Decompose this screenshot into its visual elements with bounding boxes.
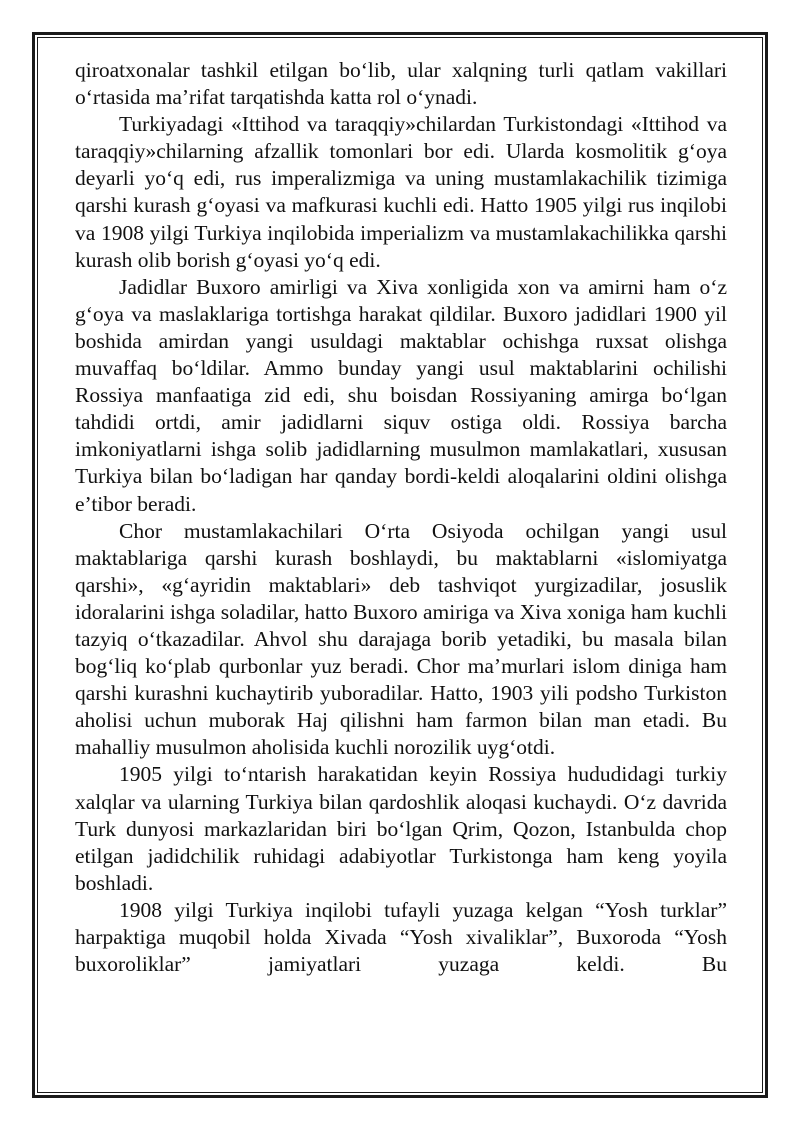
paragraph-1905: 1905 yilgi to‘ntarish harakatidan keyin Rossiya hududidagi turkiy xalqlar va ularning Turkiya bilan qardoshlik aloqasi kuchaydi. O‘z davrida Turk dunyosi markazlaridan biri bo‘lgan Qrim, Qozon, Istanbulda chop etilgan jadidchilik ruhidagi adabiyotlar Turkistonga ham keng yoyila boshladi.	[75, 762, 727, 895]
document-body	[75, 57, 727, 978]
paragraph-continuation: qiroatxonalar tashkil etilgan bo‘lib, ular xalqning turli qatlam vakillari o‘rtasida ma’rifat tarqatishda katta rol o‘ynadi.	[75, 58, 727, 110]
paragraph-jadidlar: Jadidlar Buxoro amirligi va Xiva xonligida xon va amirni ham o‘z g‘oya va maslaklariga tortishga harakat qildilar. Buxoro jadidlari 1900 yil boshida amirdan yangi usuldagi maktablar ochishga ruxsat olishga muvaffaq bo‘ldilar. Ammo bunday yangi usul maktablarini ochilishi Rossiya manfaatiga zid edi, shu boisdan Rossiyaning amirga bo‘lgan tahdidi ortdi, amir jadidlarni siquv ostiga oldi. Rossiya barcha imkoniyatlarni ishga solib jadidlarning musulmon mamlakatlari, xususan Turkiya bilan bo‘ladigan har qanday bordi-keldi aloqalarini oldini olishga e’tibor beradi.	[75, 274, 727, 516]
paragraph-ittihod: Turkiyadagi «Ittihod va taraqqiy»chilardan Turkistondagi «Ittihod va taraqqiy»chilarning afzallik tomonlari bor edi. Ularda kosmolitik g‘oya deyarli yo‘q edi, rus imperalizmiga va uning mustamlakachilik tizimiga qarshi kurash g‘oyasi va mafkurasi kuchli edi. Hatto 1905 yilgi rus inqilobi va 1908 yilgi Turkiya inqilobida imperializm va mustamlakachilikka qarshi kurash olib borish g‘oyasi yo‘q edi.	[75, 112, 727, 272]
paragraph-1908: 1908 yilgi Turkiya inqilobi tufayli yuzaga kelgan “Yosh turklar” harpaktiga muqobil holda Xivada “Yosh xivaliklar”, Buxoroda “Yosh buxoroliklar” jamiyatlari yuzaga keldi. Bu	[75, 897, 727, 977]
paragraph-chor: Chor mustamlakachilari O‘rta Osiyoda ochilgan yangi usul maktablariga qarshi kurash boshlaydi, bu maktablarni «islomiyatga qarshi», «g‘ayridin maktablari» deb tashviqot yurgizadilar, josuslik idoralarini ishga soladilar, hatto Buxoro amiriga va Xiva xoniga ham kuchli tazyiq o‘tkazadilar. Ahvol shu darajaga borib yetadiki, bu masala bilan bog‘liq ko‘plab qurbonlar yuz beradi. Chor ma’murlari islom diniga ham qarshi kurashni kuchaytirib yuboradilar. Hatto, 1903 yili podsho Turkiston aholisi uchun muborak Haj qilishni ham farmon bilan man etadi. Bu mahalliy musulmon aholisida kuchli norozilik uyg‘otdi.	[75, 518, 727, 760]
